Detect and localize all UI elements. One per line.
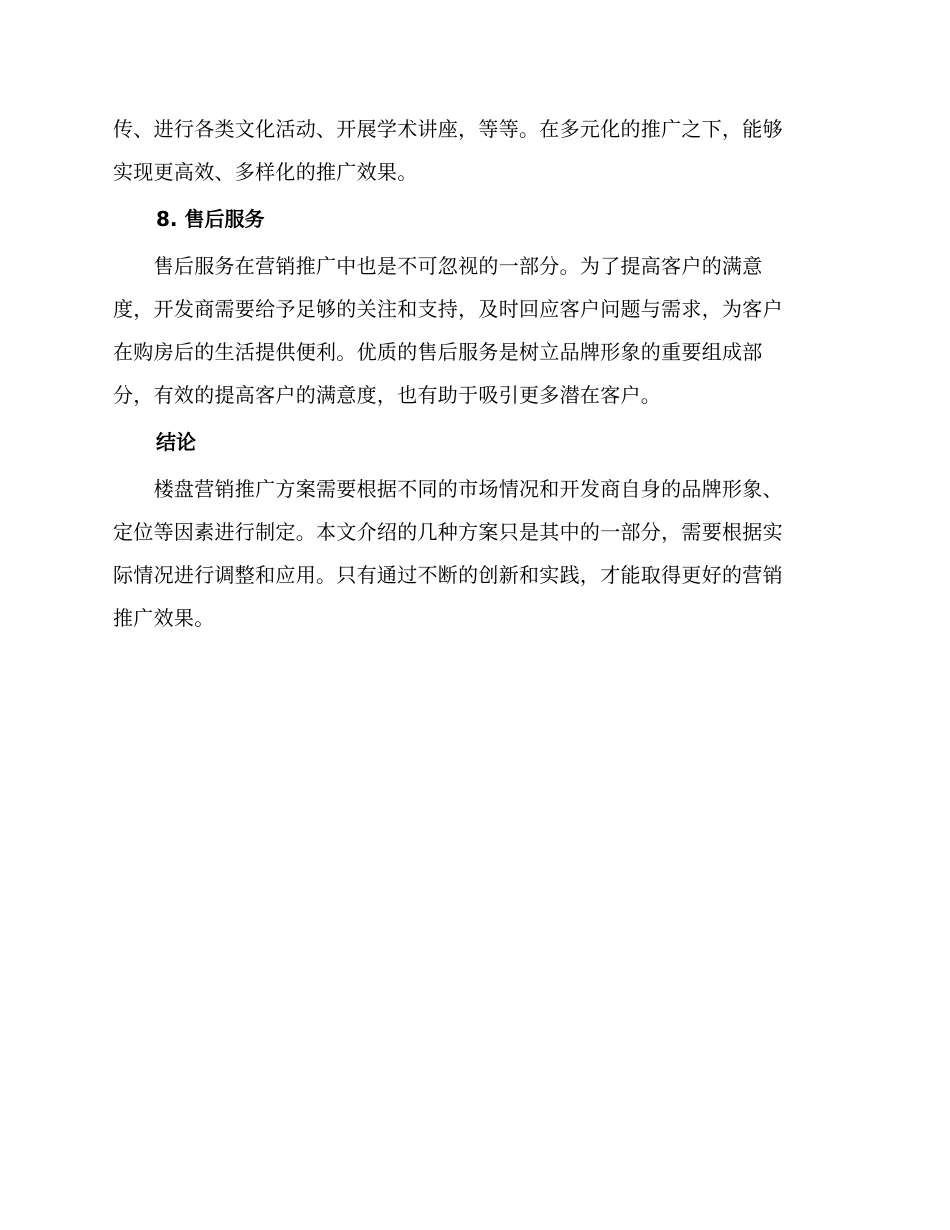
document-body xyxy=(113,108,833,640)
paragraph-after-sales xyxy=(113,245,833,417)
paragraph-line: 在购房后的生活提供便利。优质的售后服务是树立品牌形象的重要组成部 xyxy=(113,340,763,364)
section-heading-conclusion: 结论 xyxy=(156,430,196,454)
paragraph-line: 售后服务在营销推广中也是不可忽视的一部分。为了提高客户的满意 xyxy=(113,254,763,278)
paragraph-line: 推广效果。 xyxy=(113,606,215,630)
paragraph-line: 分，有效的提高客户的满意度，也有助于吸引更多潜在客户。 xyxy=(113,383,662,407)
paragraph-line: 度，开发商需要给予足够的关注和支持，及时回应客户问题与需求，为客户 xyxy=(113,297,783,321)
paragraph-line: 际情况进行调整和应用。只有通过不断的创新和实践，才能取得更好的营销 xyxy=(113,563,783,587)
paragraph-line: 定位等因素进行制定。本文介绍的几种方案只是其中的一部分，需要根据实 xyxy=(113,520,783,544)
paragraph-continuation xyxy=(113,108,833,194)
paragraph-conclusion xyxy=(113,468,833,640)
paragraph-line: 实现更高效、多样化的推广效果。 xyxy=(113,160,418,184)
section-heading-after-sales: 8. 售后服务 xyxy=(156,207,265,231)
paragraph-line: 传、进行各类文化活动、开展学术讲座，等等。在多元化的推广之下，能够 xyxy=(113,117,783,141)
paragraph-line: 楼盘营销推广方案需要根据不同的市场情况和开发商自身的品牌形象、 xyxy=(113,477,783,501)
